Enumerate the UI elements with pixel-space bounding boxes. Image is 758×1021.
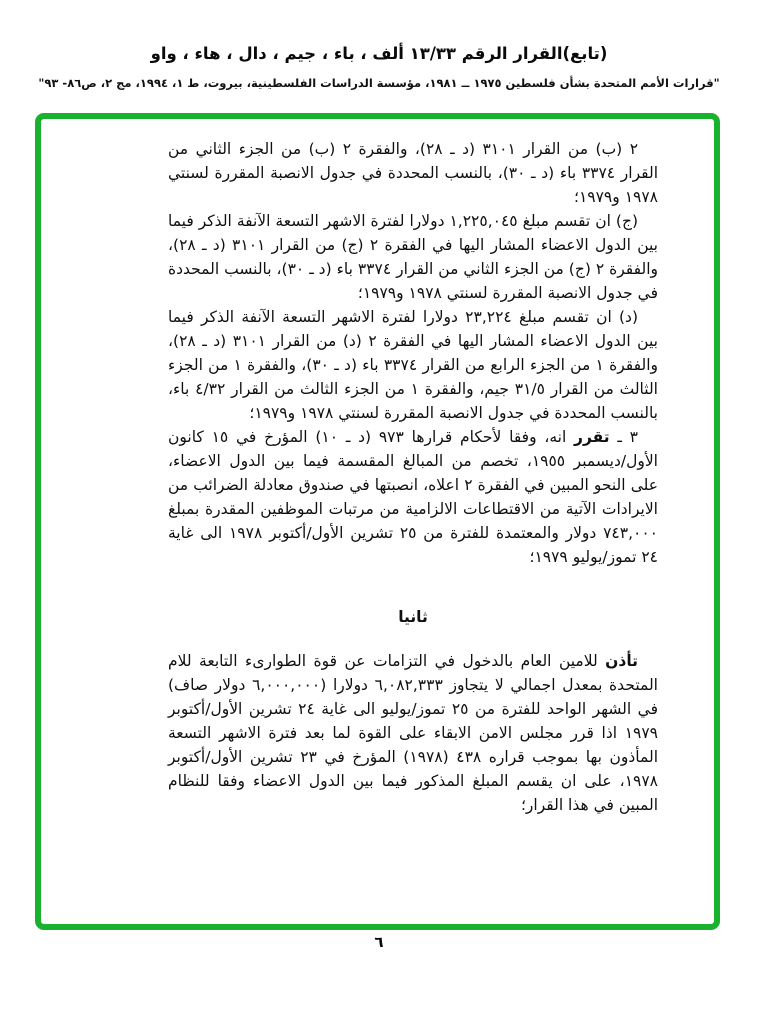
page-header [0, 44, 758, 90]
paragraph-text: (ج) ان تقسم مبلغ ١,٢٢٥,٠٤٥ دولارا لفترة الاشهر التسعة الآنفة الذكر فيما بين الدول الاعضاء المشار اليها في الفقرة ٢ (ج) من القرار ٣١٠١ (د ـ ٢٨)، والفقرة ٢ (ج) من الجزء الثاني من القرار ٣٣٧٤ باء (د ـ ٣٠)، بالنسب المحددة في جدول الانصبة المقررة لسنتي ١٩٧٨ و١٩٧٩؛ [168, 212, 659, 302]
bold-lead-word: تقرر [574, 428, 610, 446]
paragraph-text: (د) ان تقسم مبلغ ٢٣,٢٢٤ دولارا لفترة الاشهر التسعة الآنفة الذكر فيما بين الدول الاعضاء المشار اليها في الفقرة ٢ (د) من القرار ٣١٠١ (د ـ ٢٨)، والفقرة ١ من الجزء الرابع من القرار ٣٣٧٤ باء (د ـ ٣٠)، والفقرة ١ من الجزء الثالث من القرار ٣١/٥ جيم، والفقرة ١ من الجزء الثالث من القرار ٤/٣٢ باء، بالنسب المحددة في جدول الانصبة المقررة لسنتي ١٩٧٨ و١٩٧٩؛ [168, 308, 658, 422]
body-paragraph [168, 425, 658, 569]
section-heading [168, 605, 658, 629]
paragraph-text: ٢ (ب) من القرار ٣١٠١ (د ـ ٢٨)، والفقرة ٢ (ب) من الجزء الثاني من القرار ٣٣٧٤ باء (د ـ ٣٠)، بالنسب المحددة في جدول الانصبة المقررة لسنتي ١٩٧٨ و١٩٧٩؛ [168, 140, 659, 206]
paragraph-text: للامين العام بالدخول في التزامات عن قوة الطوارىء التابعة للام المتحدة بمعدل اجمالي لا يتجاوز ٦,٠٨٢,٣٣٣ دولارا (٦,٠٠٠,٠٠٠ دولار صاف) في الشهر الواحد للفترة من ٢٥ تموز/يوليو الى غاية ٢٤ تشرين الأول/أكتوبر ١٩٧٩ اذا قرر مجلس الامن الابقاء على القوة لما بعد فترة الاشهر التسعة المأذون بها بموجب قراره ٤٣٨ (١٩٧٨) المؤرخ في ٢٣ تشرين الأول/أكتوبر ١٩٧٨، على ان يقسم المبلغ المذكور فيما بين الدول الاعضاء وفقا للنظام المبين في هذا القرار؛ [168, 652, 659, 814]
paragraph-text: انه، وفقا لأحكام قرارها ٩٧٣ (د ـ ١٠) المؤرخ في ١٥ كانون الأول/ديسمبر ١٩٥٥، تخصم من المبالغ المقسمة فيما بين الدول الاعضاء، على النحو المبين في الفقرة ٢ اعلاه، انصبتها في صندوق معادلة الضرائب من الايرادات الآتية من الاقتطاعات الالزامية من مرتبات الموظفين المقدرة بمبلغ ٧٤٣,٠٠٠ دولار والمعتمدة للفترة من ٢٥ تشرين الأول/أكتوبر ١٩٧٨ الى غاية ٢٤ تموز/يوليو ١٩٧٩؛ [168, 428, 659, 566]
body-paragraph [168, 305, 658, 425]
paragraph-text: ٣ ـ [609, 428, 638, 446]
paragraph-text: ثانيا [398, 608, 428, 626]
page-number: ٦ [374, 933, 384, 951]
document-body [168, 137, 658, 817]
body-paragraph [168, 649, 658, 817]
body-paragraph [168, 209, 658, 305]
body-paragraph [168, 137, 658, 209]
bold-lead-word: تأذن [605, 652, 638, 670]
document-title: (تابع)القرار الرقم ١٣/٣٣ ألف ، باء ، جيم ، دال ، هاء ، واو [150, 44, 608, 63]
source-citation: "قرارات الأمم المتحدة بشأن فلسطين ١٩٧٥ ــ ١٩٨١، مؤسسة الدراسات الفلسطينية، بيروت، ط ١، ١٩٩٤، مج ٢، ص٨٦- ٩٣" [38, 76, 720, 90]
